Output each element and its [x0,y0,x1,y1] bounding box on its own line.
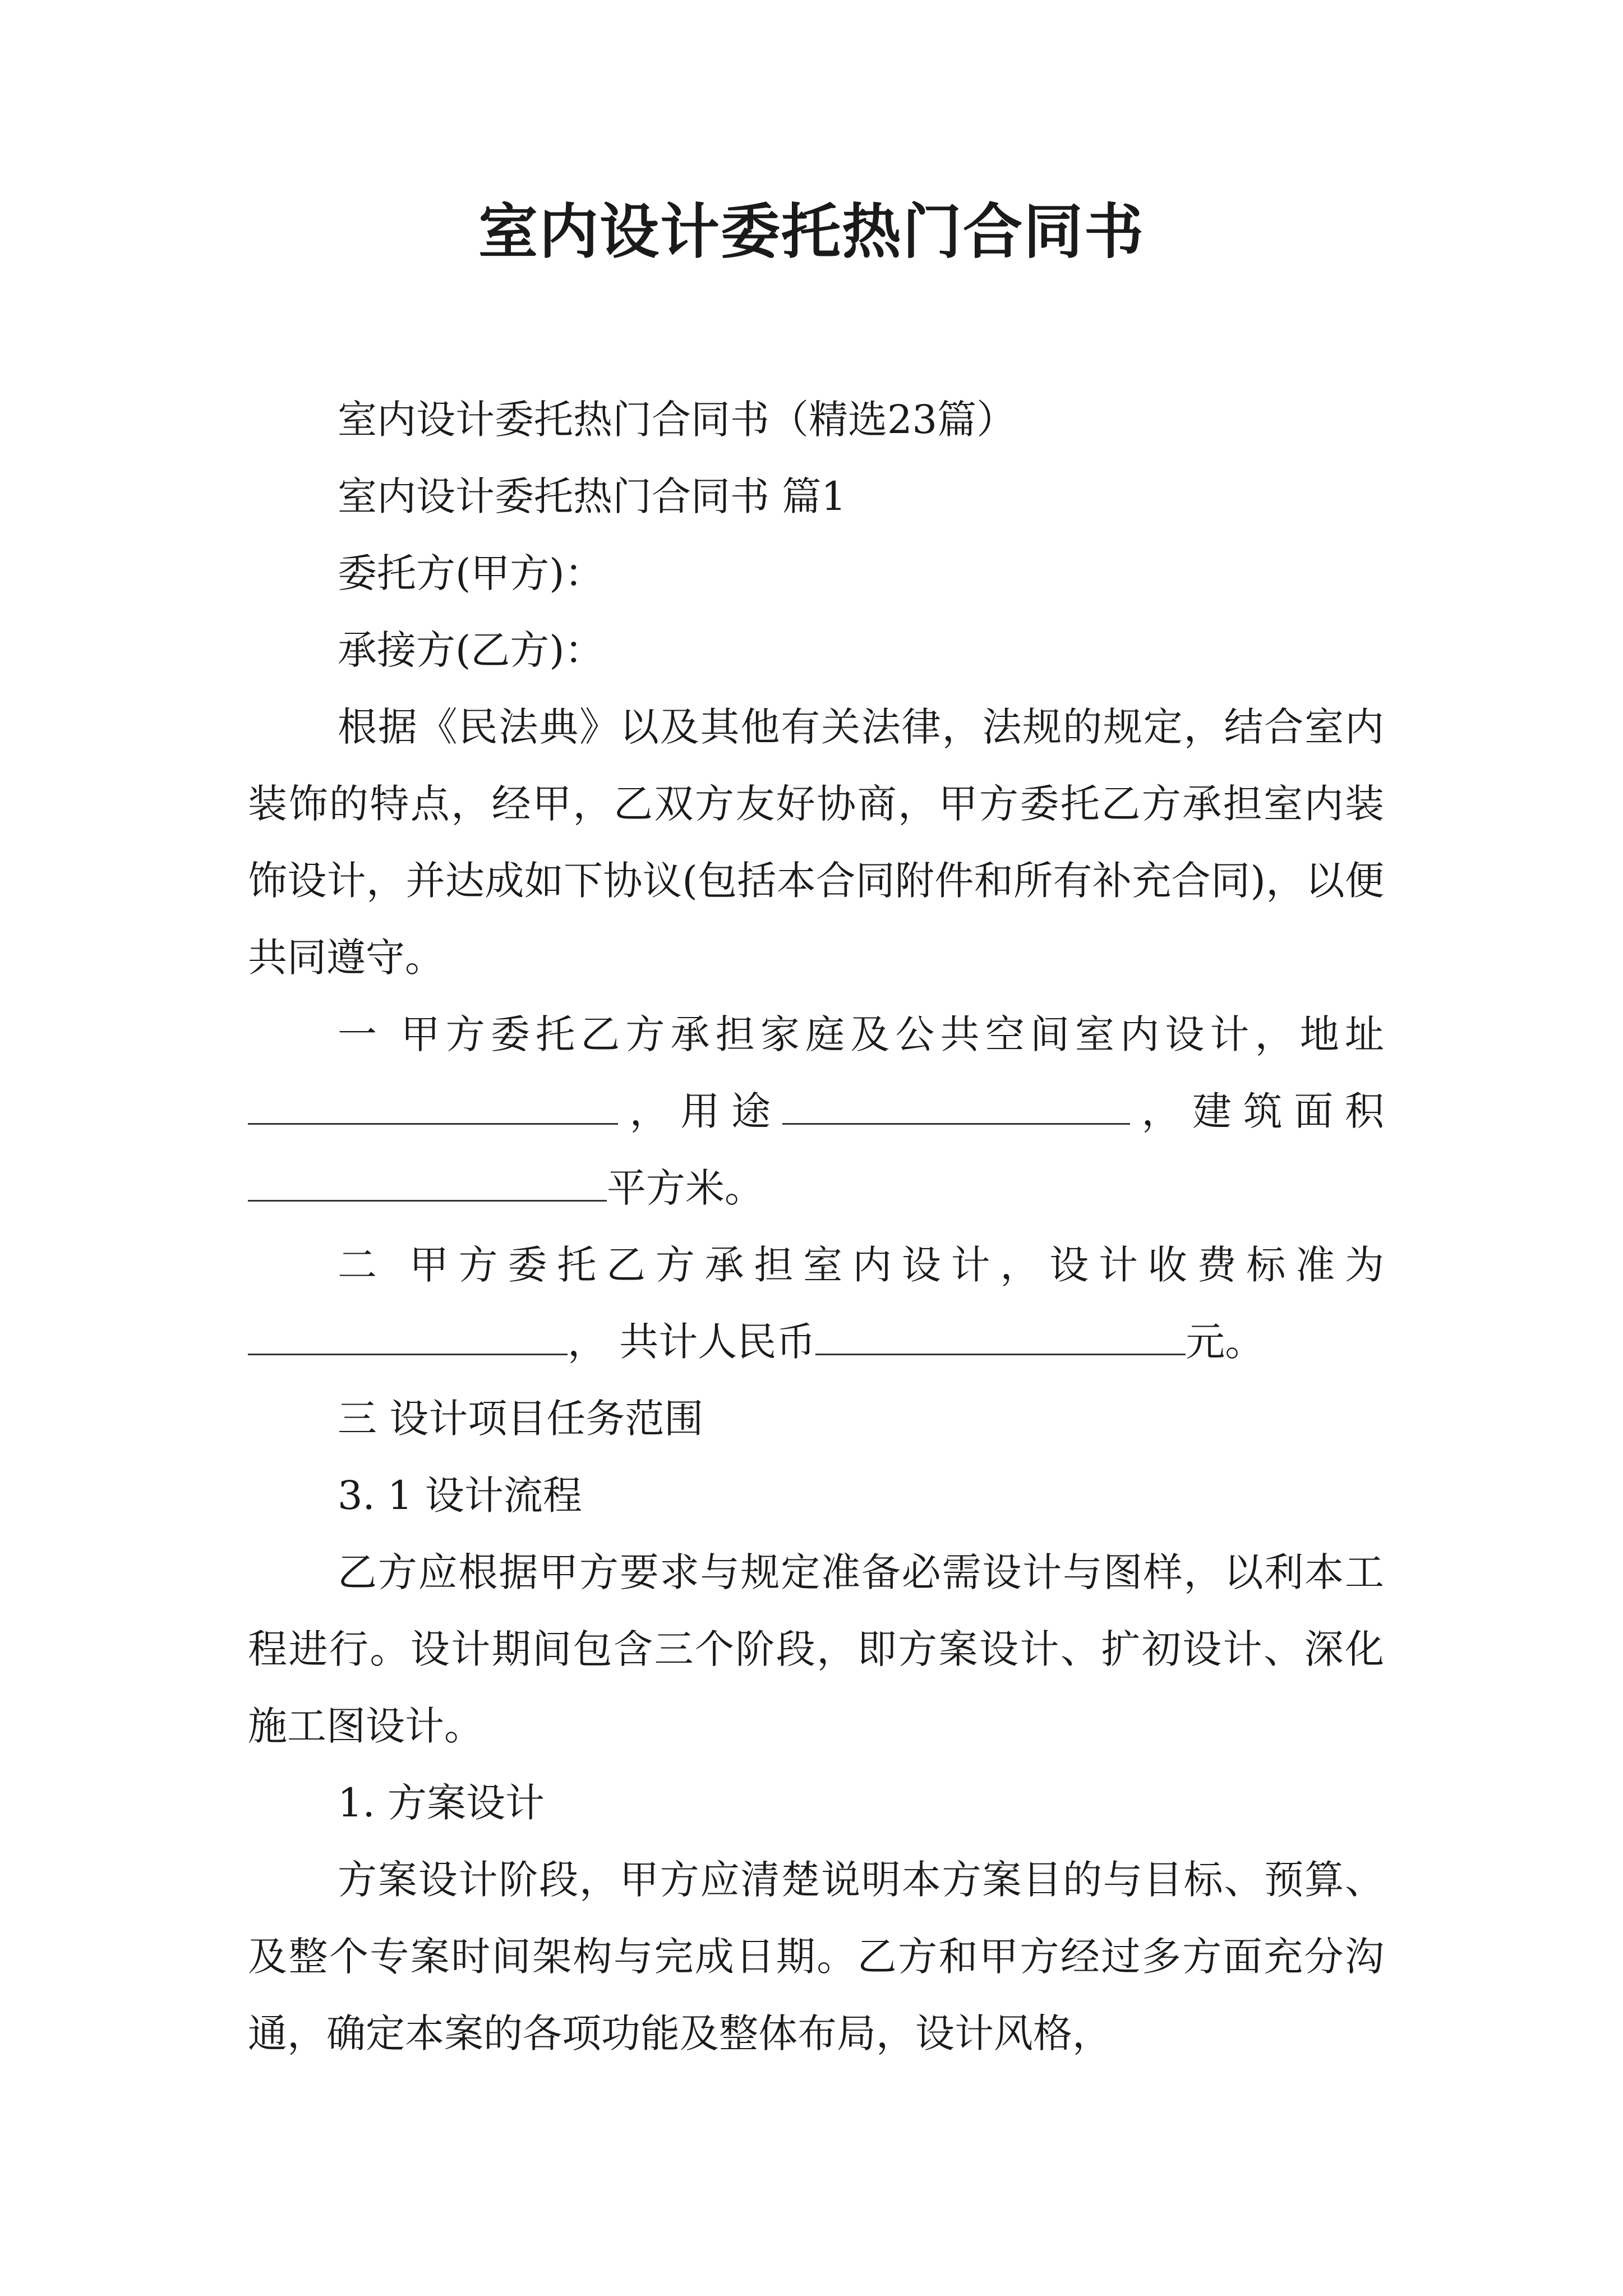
document-title: 室内设计委托热门合同书 [478,196,1145,266]
paragraph-scheme-design: 方案设计阶段，甲方应清楚说明本方案目的与目标、预算、及整个专案时间架构与完成日期。乙方和甲方经过多方面充分沟通，确定本案的各项功能及整体布局，设计风格， [248,1857,1384,2056]
document-body [248,381,1384,2072]
clause-2-end: 元。 [1186,1319,1265,1365]
paragraph-design-process: 乙方应根据甲方要求与规定准备必需设计与图样，以利本工程进行。设计期间包含三个阶段，即方案设计、扩初设计、深化施工图设计。 [248,1549,1384,1749]
address-blank [248,1086,618,1125]
paragraph-design-process-heading: 3. 1 设计流程 [338,1473,582,1519]
paragraph-preamble: 根据《民法典》以及其他有关法律，法规的规定，结合室内装饰的特点，经甲，乙双方友好协商，甲方委托乙方承担室内装饰设计，并达成如下协议(包括本合同附件和所有补充合同)，以便共同遵守。 [248,704,1384,981]
total-amount-blank [815,1317,1186,1356]
area-blank [248,1163,607,1202]
paragraph-party-a: 委托方(甲方)： [338,550,604,596]
clause-1-purpose-label: ，用途 [618,1088,782,1134]
paragraph-clause-3-heading: 三 设计项目任务范围 [338,1396,704,1442]
paragraph-clause-1 [248,996,1384,1227]
purpose-blank [782,1086,1130,1125]
clause-2-total-label: ， 共计人民币 [568,1319,816,1365]
clause-1-intro: 一 甲方委托乙方承担家庭及公共空间室内设计，地址 [338,1011,1384,1057]
paragraph-subtitle: 室内设计委托热门合同书（精选23篇） [338,397,1016,443]
paragraph-section-heading: 室内设计委托热门合同书 篇1 [338,473,846,519]
paragraph-scheme-design-heading: 1. 方案设计 [338,1780,545,1826]
paragraph-clause-2 [248,1227,1384,1381]
clause-2-intro: 二 甲方委托乙方承担室内设计，设计收费标准为 [338,1242,1384,1288]
fee-standard-blank [248,1317,568,1356]
paragraph-party-b: 承接方(乙方)： [338,627,604,673]
clause-1-area-label: ，建筑面积 [1129,1088,1385,1134]
clause-1-end: 平方米。 [607,1165,764,1211]
